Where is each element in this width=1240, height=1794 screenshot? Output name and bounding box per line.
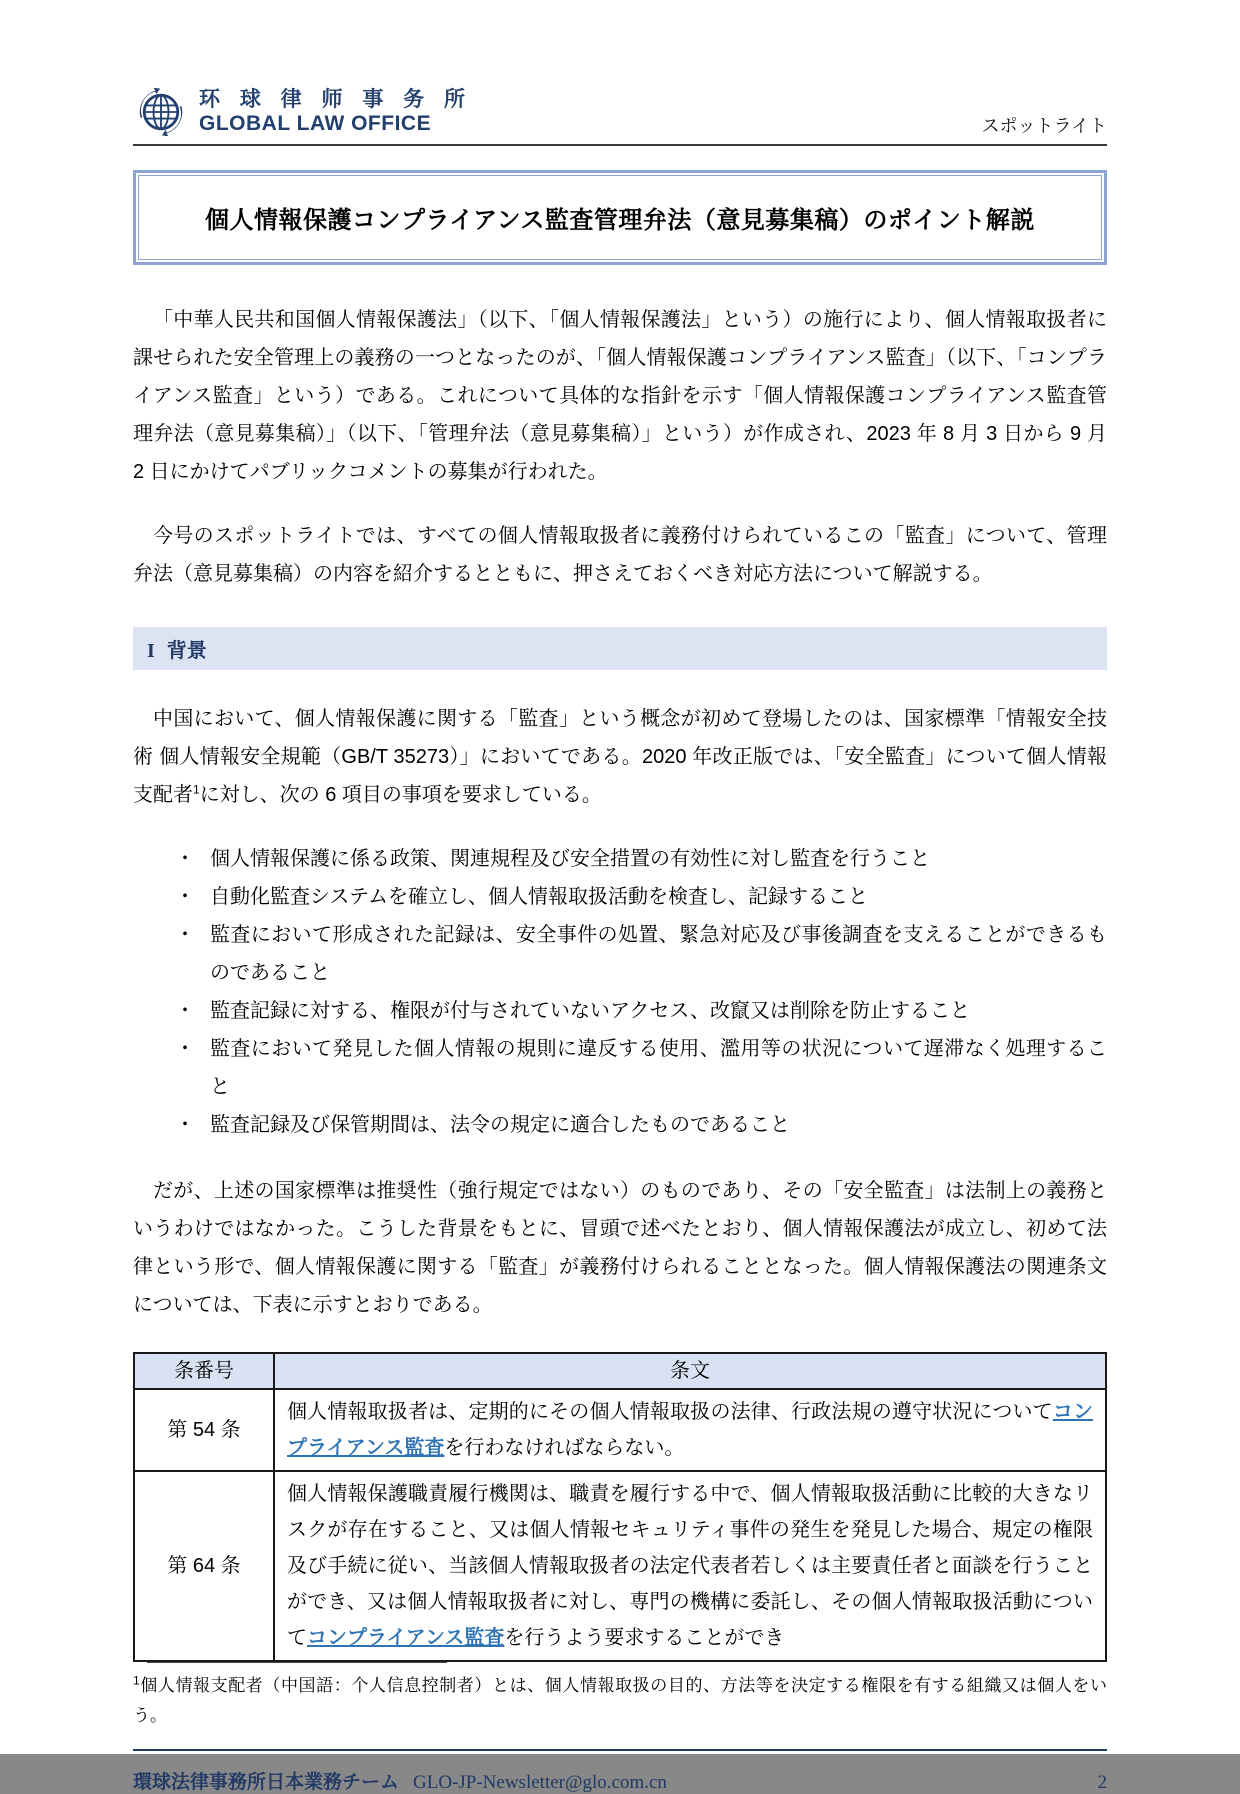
bullet-marker: ・: [175, 924, 195, 946]
article-number: 第 64 条: [134, 1471, 274, 1661]
table-header-row: [134, 1353, 1106, 1389]
section1-p1-text-after: に対し、次の 6 項目の事項を要求している。: [199, 784, 602, 806]
section1-paragraph-1: [133, 700, 1107, 814]
list-item: ・ 監査において形成された記録は、安全事件の処置、緊急対応及び事後調査を支えることができるものであること: [133, 916, 1107, 992]
bullet-marker: ・: [175, 848, 195, 870]
page-number: 2: [1097, 1772, 1107, 1793]
list-item: ・ 監査記録に対する、権限が付与されていないアクセス、改竄又は削除を防止すること: [133, 992, 1107, 1030]
list-item: ・ 監査記録及び保管期間は、法令の規定に適合したものであること: [133, 1106, 1107, 1144]
bullet-marker: ・: [175, 1114, 195, 1136]
footer-divider: [133, 1749, 1107, 1751]
intro-paragraph-1: 「中華人民共和国個人情報保護法」（以下、「個人情報保護法」という）の施行により、個人情報取扱者に課せられた安全管理上の義務の一つとなったのが、「個人情報保護コンプライアンス監査」（以下、「コンプライアンス監査」という）である。これについて具体的な指針を示す「個人情報保護コンプライアンス監査管理弁法（意見募集稿）」（以下、「管理弁法（意見募集稿）」という）が作成され、2023 年 8 月 3 日から 9 月 2 日にかけてパブリックコメントの募集が行われた。: [133, 309, 1107, 483]
page-footer: [133, 1767, 1107, 1794]
footnote-text: 個人情報支配者（中国語：个人信息控制者）とは、個人情報取扱の目的、方法等を決定する権限を有する組織又は個人をいう。: [133, 1676, 1107, 1725]
list-item: ・ 自動化監査システムを確立し、個人情報取扱活動を検査し、記録すること: [133, 878, 1107, 916]
compliance-audit-link[interactable]: コンプライアンス監査: [287, 1401, 1093, 1459]
firm-name: [199, 88, 472, 136]
footnote-reference-1: 1: [193, 782, 200, 797]
firm-logo: [133, 84, 472, 140]
column-header-article-text: 条文: [274, 1353, 1106, 1389]
section1-p1-text: 中国において、個人情報保護に関する「監査」という概念が初めて登場したのは、国家標準「情報安全技術 個人情報安全規範（GB/T 35273）」においてである。2020 年改正版では、「安全監査」について個人情報支配者: [133, 708, 1107, 806]
firm-name-english: GLOBAL LAW OFFICE: [199, 112, 432, 135]
article-text: 個人情報取扱者は、定期的にその個人情報取扱の法律、行政法規の遵守状況についてコンプライアンス監査を行わなければならない。: [274, 1389, 1106, 1471]
bullet-marker: ・: [175, 1038, 195, 1060]
intro-paragraph-2: 今号のスポットライトでは、すべての個人情報取扱者に義務付けられているこの「監査」について、管理弁法（意見募集稿）の内容を紹介するとともに、押さえておくべき対応方法について解説する。: [133, 525, 1107, 585]
firm-name-chinese: 环 球 律 师 事 务 所: [199, 87, 473, 111]
footer-contact: [133, 1767, 667, 1794]
section-heading-background: [133, 627, 1107, 670]
section1-paragraph-2: だが、上述の国家標準は推奨性（強行規定ではない）のものであり、その「安全監査」は法制上の義務というわけではなかった。こうした背景をもとに、冒頭で述べたとおり、個人情報保護法が成立し、初めて法律という形で、個人情報保護に関する「監査」が義務付けられることとなった。個人情報保護法の関連条文については、下表に示すとおりである。: [133, 1180, 1107, 1316]
title-box: [133, 170, 1107, 265]
document-title: 個人情報保護コンプライアンス監査管理弁法（意見募集稿）のポイント解説: [205, 207, 1035, 234]
law-articles-table: [133, 1352, 1107, 1662]
masthead: [133, 84, 1107, 146]
section-heading-label: 背景: [166, 640, 207, 662]
article-number: 第 54 条: [134, 1389, 274, 1471]
bullet-marker: ・: [175, 886, 195, 908]
compliance-audit-link[interactable]: コンプライアンス監査: [307, 1627, 505, 1649]
footer-team-name: 環球法律事務所日本業務チーム: [133, 1772, 400, 1793]
title-box-inner: [138, 175, 1102, 260]
footnote-separator: [147, 1662, 447, 1663]
table-row: [134, 1389, 1106, 1471]
footnote-area: [133, 1662, 1107, 1794]
footnote-number: 1: [133, 1673, 140, 1688]
table-row: [134, 1471, 1106, 1661]
bullet-marker: ・: [175, 1000, 195, 1022]
column-header-article-no: 条番号: [134, 1353, 274, 1389]
footnote-1: [133, 1671, 1107, 1731]
globe-logo-icon: [133, 84, 189, 140]
article-text: 個人情報保護職責履行機関は、職責を履行する中で、個人情報取扱活動に比較的大きなリスクが存在すること、又は個人情報セキュリティ事件の発生を発見した場合、規定の権限及び手続に従い、当該個人情報取扱者の法定代表者若しくは主要責任者と面談を行うことができ、又は個人情報取扱者に対し、専門の機構に委託し、その個人情報取扱活動についてコンプライアンス監査を行うよう要求することができ: [274, 1471, 1106, 1661]
newsletter-series-label: スポットライト: [981, 116, 1107, 136]
footer-email: GLO-JP-Newsletter@glo.com.cn: [413, 1772, 667, 1793]
requirement-list: [133, 840, 1107, 1144]
list-item: ・ 監査において発見した個人情報の規則に違反する使用、濫用等の状況について遅滞なく処理すること: [133, 1030, 1107, 1106]
section-numeral: I: [147, 640, 155, 662]
list-item: ・ 個人情報保護に係る政策、関連規程及び安全措置の有効性に対し監査を行うこと: [133, 840, 1107, 878]
